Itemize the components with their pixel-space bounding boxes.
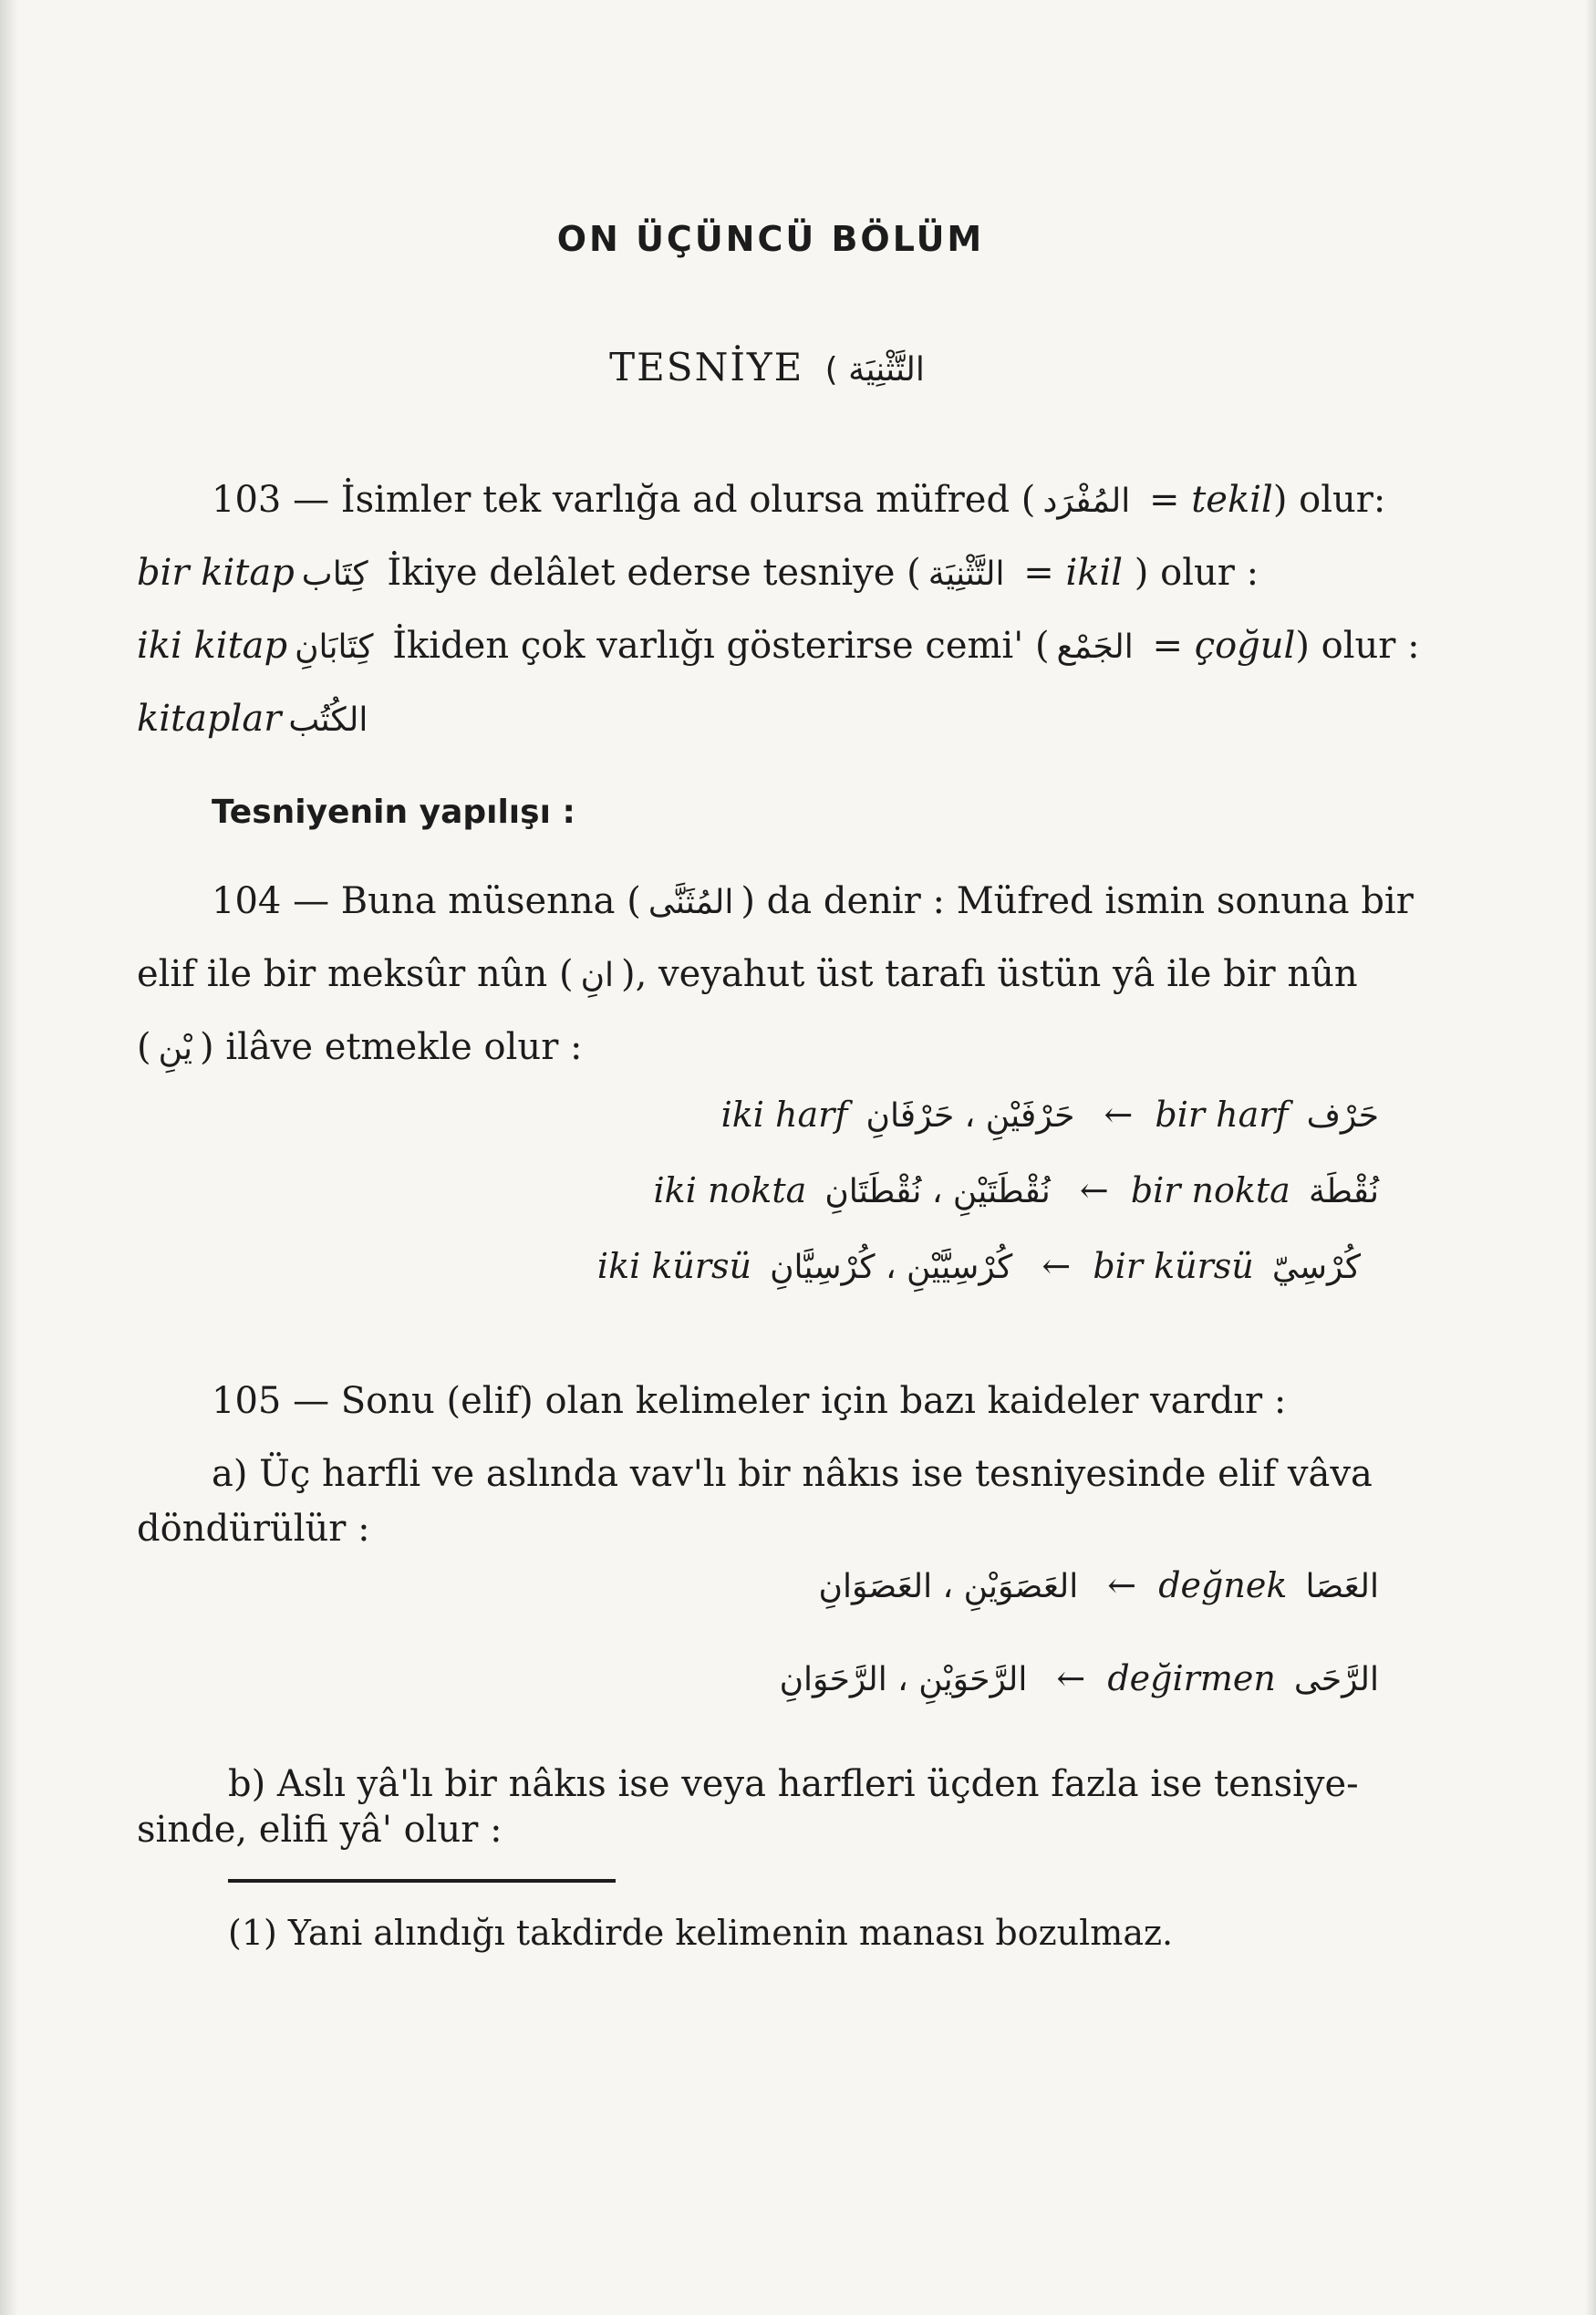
example-row: iki nokta نُقْطَتَيْنِ ، نُقْطَتَانِ ← bir nokta نُقْطَة — [653, 1170, 1379, 1210]
p103-line-1: 103 — İsimler tek varlığa ad olursa müfred ( المُفْرَد = tekil) olur: — [212, 479, 1386, 521]
footnote: (1) Yani alındığı takdirde kelimenin manası bozulmaz. — [228, 1913, 1174, 1953]
p104-line-3: ( يْنِ ) ilâve etmekle olur : — [137, 1026, 583, 1068]
example-row: الرَّحَوَيْنِ ، الرَّحَوَانِ ← değirmen الرَّحَى — [779, 1658, 1379, 1698]
p105b-line-1: b) Aslı yâ'lı bir nâkıs ise veya harfleri üçden fazla ise tensiye- — [228, 1763, 1359, 1805]
p103-line-4: kitaplar الكُتُب — [137, 698, 368, 740]
subheading-arabic: التَّثْنِيَة ) — [824, 351, 925, 389]
p103-line-2: bir kitap كِتَاب İkiye delâlet ederse tesniye ( التَّثْنِيَة = ikil ) olur : — [137, 552, 1259, 594]
p104-line-1: 104 — Buna müsenna ( المُثَنَّى ) da denir : Müfred ismin sonuna bir — [212, 880, 1414, 922]
p105-a-line-1: a) Üç harfli ve aslında vav'lı bir nâkıs ise tesniyesinde elif vâva — [212, 1453, 1373, 1495]
subheading-latin: TESNİYE — [609, 345, 804, 389]
p105b-line-2: sinde, elifi yâ' olur : — [137, 1809, 503, 1851]
p105-a-line-2: döndürülür : — [137, 1508, 370, 1550]
footnote-divider — [228, 1879, 616, 1883]
example-row: iki kürsü كُرْسِيَّيْنِ ، كُرْسِيَّانِ ← bir kürsü كُرْسِيّ — [596, 1246, 1361, 1286]
p104-line-2: elif ile bir meksûr nûn ( انِ ), veyahut üst tarafı üstün yâ ile bir nûn — [137, 953, 1358, 995]
p105-line-1: 105 — Sonu (elif) olan kelimeler için bazı kaideler vardır : — [212, 1380, 1287, 1422]
page-shadow-right — [1585, 0, 1596, 2315]
section-subheading — [0, 345, 1541, 389]
example-row: iki harf حَرْفَيْنِ ، حَرْفَانِ ← bir harf حَرْف — [720, 1095, 1379, 1135]
example-row: العَصَوَيْنِ ، العَصَوَانِ ← değnek العَصَا — [818, 1565, 1379, 1605]
chapter-heading: ON ÜÇÜNCÜ BÖLÜM — [556, 219, 985, 259]
p103-line-3: iki kitap كِتَابَانِ İkiden çok varlığı gösterirse cemi' ( الجَمْع = çoğul) olur : — [137, 625, 1420, 667]
section-title: Tesniyenin yapılışı : — [212, 794, 575, 831]
